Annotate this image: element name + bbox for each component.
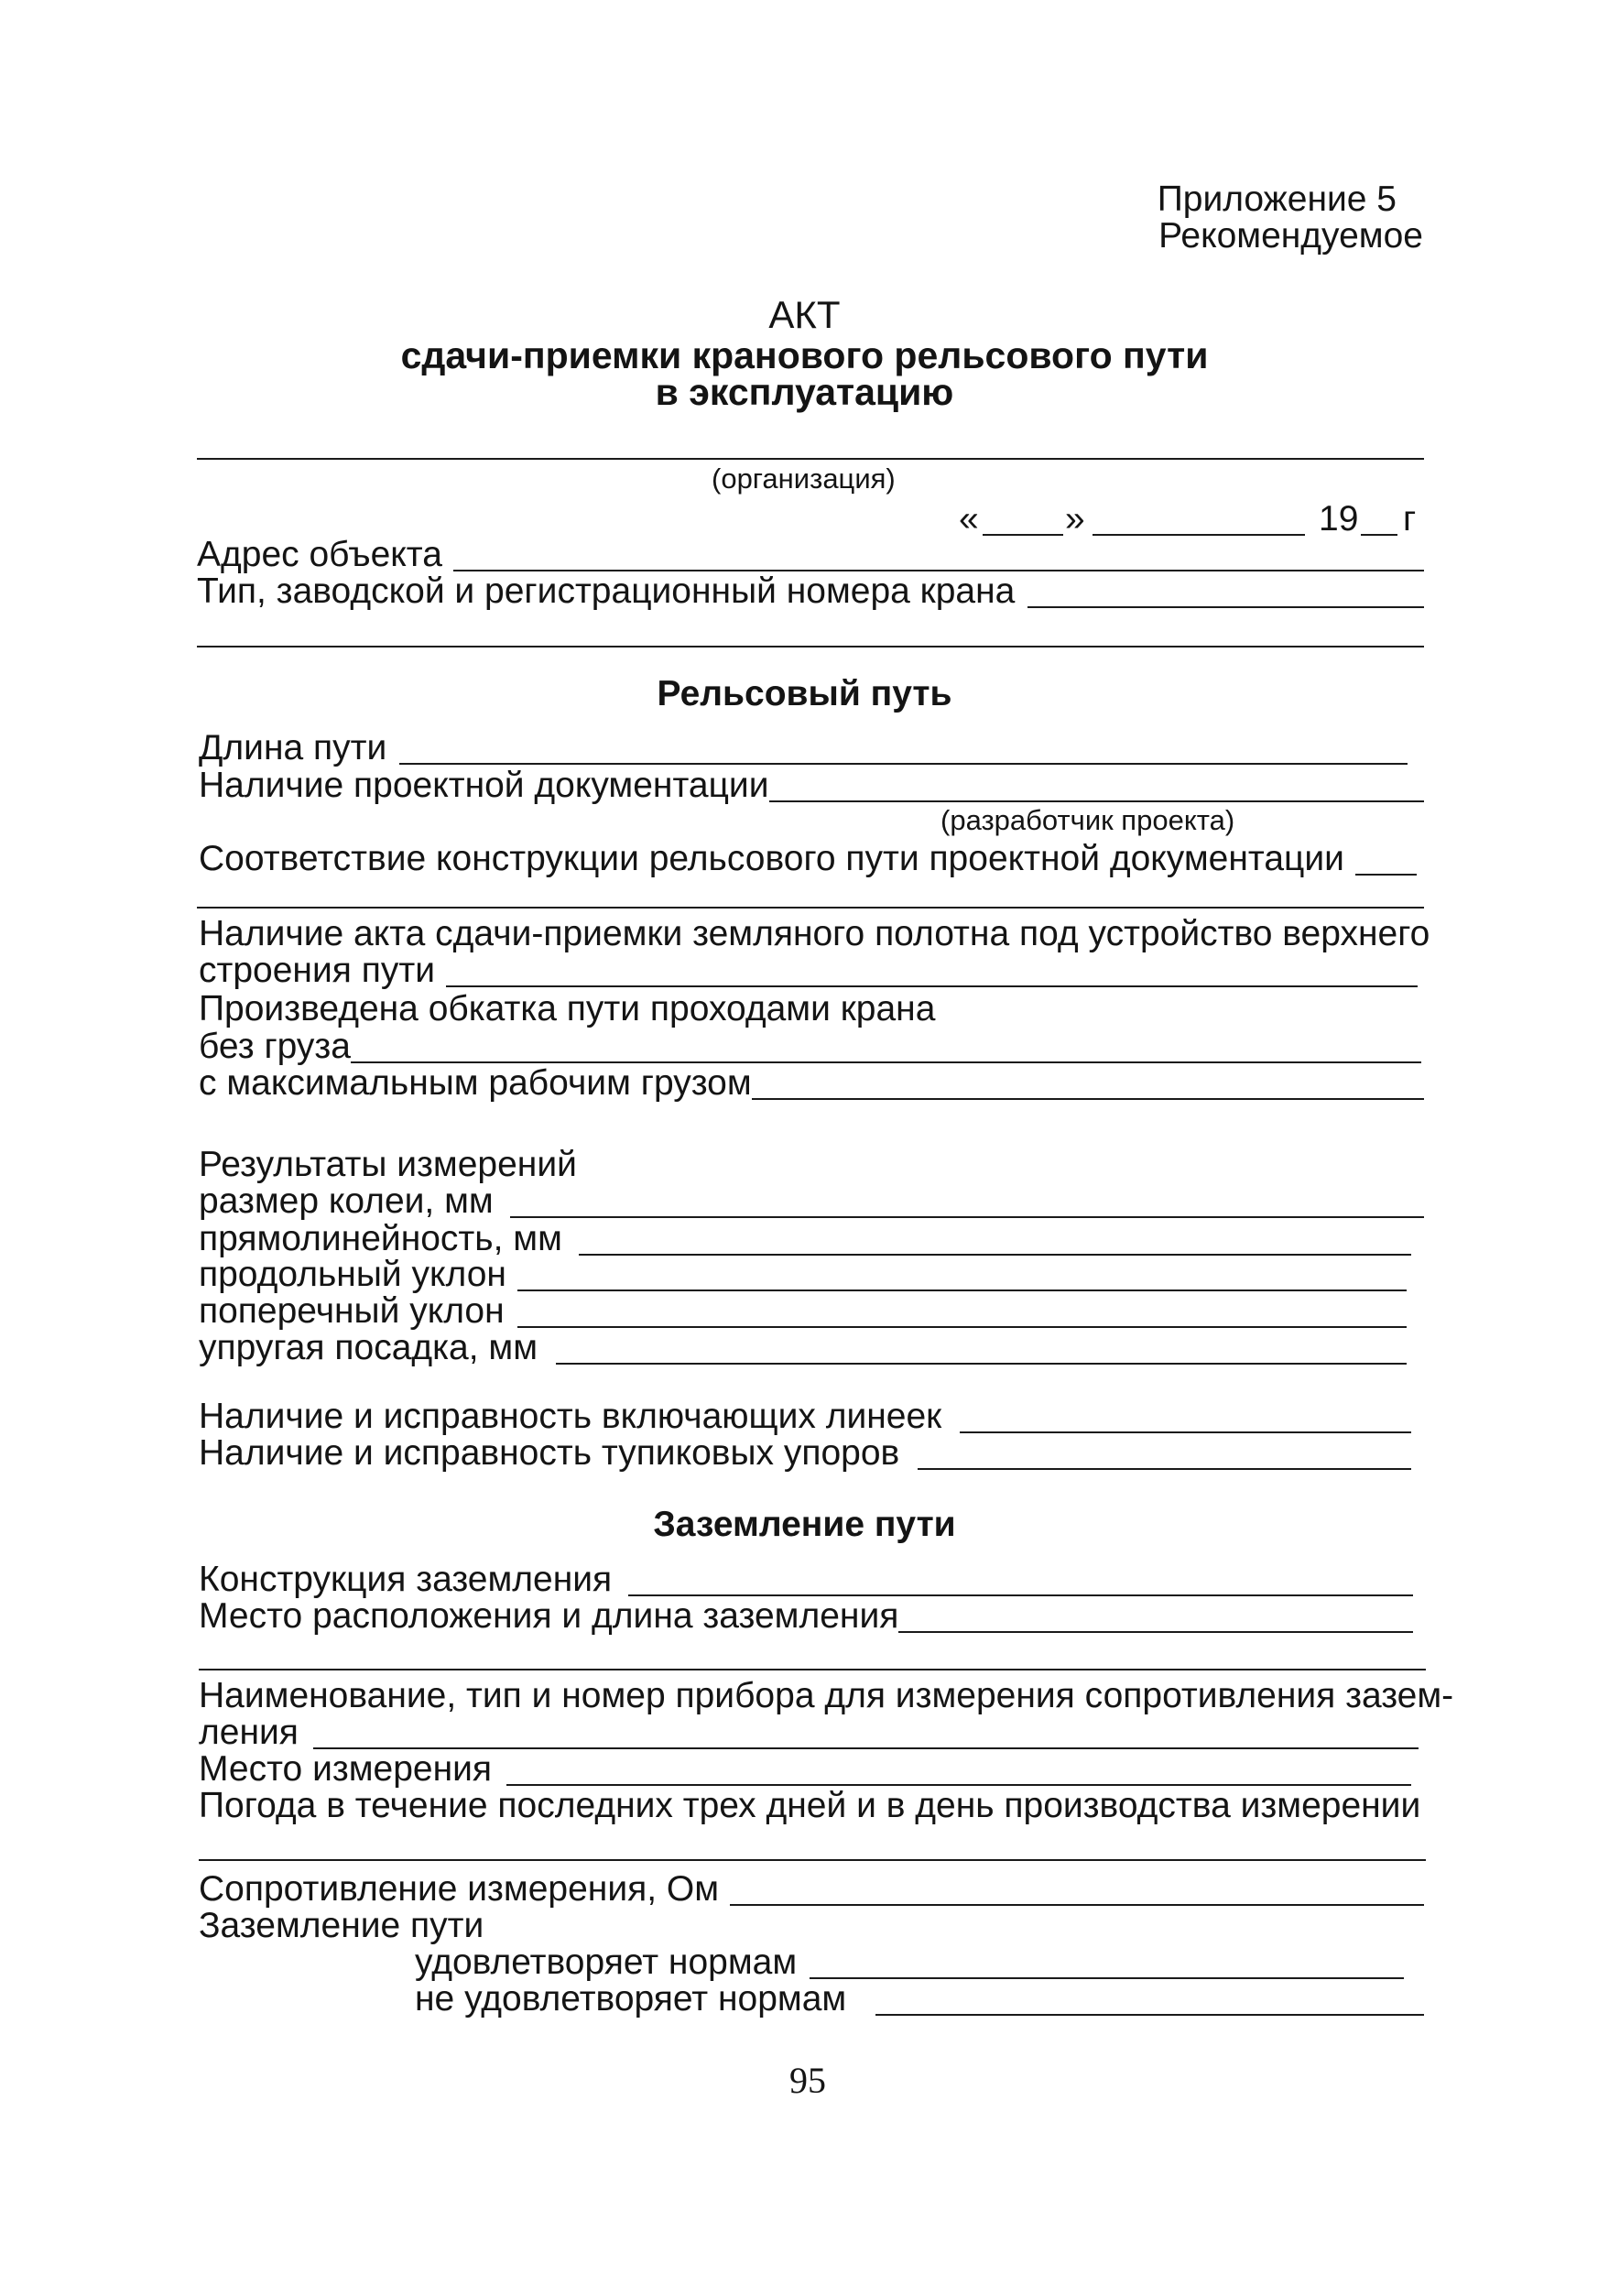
no-load-label: без груза bbox=[199, 1027, 351, 1066]
gauge-row bbox=[199, 1183, 1424, 1219]
act-subtitle-line1: сдачи-приемки кранового рельсового пути bbox=[400, 334, 1209, 376]
earth-act-field[interactable] bbox=[446, 985, 1418, 987]
device-row bbox=[199, 1714, 1419, 1750]
appendix-label: Приложение 5 bbox=[1157, 180, 1397, 219]
cross-slope-row bbox=[199, 1293, 1407, 1329]
max-load-field[interactable] bbox=[752, 1098, 1424, 1100]
earth-act-line1: Наличие акта сдачи-приемки земляного полотна под устройство верхнего bbox=[199, 914, 1430, 953]
location-length-label: Место расположения и длина заземления bbox=[199, 1596, 899, 1636]
date-year-field[interactable] bbox=[1361, 534, 1397, 536]
switch-rulers-field[interactable] bbox=[960, 1431, 1411, 1433]
long-slope-row bbox=[199, 1257, 1407, 1292]
act-subtitle-line2: в эксплуатацию bbox=[655, 371, 954, 413]
act-title: АКТ bbox=[768, 293, 841, 336]
end-stops-row bbox=[199, 1435, 1411, 1471]
date-open-quote: « bbox=[959, 499, 979, 539]
weather-field[interactable] bbox=[199, 1859, 1426, 1861]
switch-rulers-label: Наличие и исправность включающих линеек bbox=[199, 1397, 942, 1436]
long-slope-field[interactable] bbox=[517, 1289, 1407, 1291]
max-load-label: с максимальным рабочим грузом bbox=[199, 1063, 752, 1103]
crane-numbers-label: Тип, заводской и регистрационный номера крана bbox=[197, 571, 1016, 611]
length-row bbox=[199, 730, 1408, 766]
crane-numbers-continuation[interactable] bbox=[197, 646, 1424, 647]
location-length-row bbox=[199, 1598, 1413, 1634]
switch-rulers-row bbox=[199, 1398, 1411, 1434]
straightness-row bbox=[199, 1221, 1411, 1257]
place-row bbox=[199, 1751, 1411, 1787]
gauge-field[interactable] bbox=[510, 1216, 1424, 1218]
not-meets-field[interactable] bbox=[875, 2014, 1424, 2016]
grounding-heading: Заземление пути bbox=[653, 1505, 956, 1544]
project-docs-row bbox=[199, 767, 1424, 803]
gauge-label: размер колеи, мм bbox=[199, 1181, 494, 1221]
grounding-label: Заземление пути bbox=[199, 1906, 484, 1945]
address-label: Адрес объекта bbox=[197, 535, 442, 574]
length-label: Длина пути bbox=[199, 728, 387, 767]
elastic-row bbox=[199, 1330, 1407, 1366]
conformity-field[interactable] bbox=[1355, 874, 1417, 876]
not-meets-row bbox=[415, 1981, 1424, 2017]
crane-numbers-field[interactable] bbox=[1027, 606, 1424, 608]
conformity-continuation[interactable] bbox=[197, 907, 1424, 909]
long-slope-label: продольный уклон bbox=[199, 1255, 506, 1294]
resistance-field[interactable] bbox=[730, 1904, 1424, 1906]
date-close-quote: » bbox=[1065, 499, 1085, 539]
cross-slope-field[interactable] bbox=[517, 1326, 1407, 1328]
design-label: Конструкция заземления bbox=[199, 1560, 613, 1599]
date-month-field[interactable] bbox=[1093, 534, 1305, 536]
location-length-field[interactable] bbox=[898, 1631, 1413, 1633]
resistance-row bbox=[199, 1871, 1424, 1907]
end-stops-label: Наличие и исправность тупиковых упоров bbox=[199, 1433, 900, 1473]
weather-label: Погода в течение последних трех дней и в день производства измерении bbox=[199, 1786, 1421, 1825]
resistance-label: Сопротивление измерения, Ом bbox=[199, 1869, 720, 1909]
conformity-label: Соответствие конструкции рельсового пути проектной документации bbox=[199, 839, 1344, 878]
not-meets-label: не удовлетворяет нормам bbox=[415, 1979, 847, 2019]
max-load-row bbox=[199, 1065, 1424, 1101]
length-field[interactable] bbox=[399, 763, 1408, 765]
page-number: 95 bbox=[789, 2060, 826, 2101]
straightness-field[interactable] bbox=[579, 1254, 1411, 1256]
organization-line[interactable] bbox=[197, 458, 1424, 460]
recommended-label: Рекомендуемое bbox=[1158, 216, 1423, 256]
project-docs-field[interactable] bbox=[769, 800, 1425, 802]
straightness-label: прямолинейность, мм bbox=[199, 1219, 562, 1258]
earth-act-row bbox=[199, 952, 1418, 988]
end-stops-field[interactable] bbox=[918, 1468, 1411, 1470]
organization-caption: (организация) bbox=[712, 462, 896, 495]
project-docs-label: Наличие проектной документации bbox=[199, 766, 769, 805]
meets-label: удовлетворяет нормам bbox=[415, 1942, 798, 1982]
conformity-row bbox=[199, 841, 1417, 876]
design-row bbox=[199, 1561, 1413, 1597]
meets-field[interactable] bbox=[810, 1977, 1404, 1979]
date-year-suffix: г bbox=[1403, 499, 1417, 539]
rail-heading: Рельсовый путь bbox=[657, 674, 952, 713]
location-length-continuation[interactable] bbox=[199, 1669, 1426, 1670]
runin-label: Произведена обкатка пути проходами крана bbox=[199, 989, 936, 1028]
no-load-row bbox=[199, 1028, 1421, 1064]
place-label: Место измерения bbox=[199, 1749, 493, 1789]
cross-slope-label: поперечный уклон bbox=[199, 1291, 505, 1331]
earth-act-line2: строения пути bbox=[199, 951, 435, 990]
developer-caption: (разработчик проекта) bbox=[940, 804, 1235, 836]
crane-numbers-row bbox=[197, 573, 1424, 609]
measurements-heading: Результаты измерений bbox=[199, 1145, 577, 1184]
elastic-field[interactable] bbox=[556, 1363, 1407, 1365]
date-day-field[interactable] bbox=[983, 534, 1063, 536]
device-line2: ления bbox=[199, 1713, 299, 1752]
meets-row bbox=[415, 1944, 1404, 1980]
device-line1: Наименование, тип и номер прибора для измерения сопротивления зазем- bbox=[199, 1676, 1454, 1715]
address-row bbox=[197, 537, 1424, 572]
elastic-label: упругая посадка, мм bbox=[199, 1328, 538, 1367]
date-year-prefix: 19 bbox=[1319, 499, 1359, 539]
